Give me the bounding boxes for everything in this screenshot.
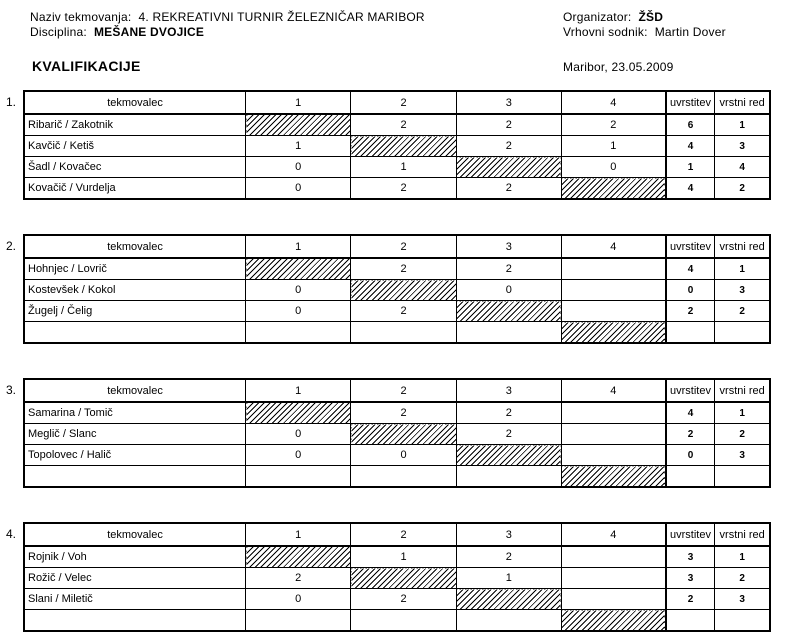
wins-cell: 0 <box>666 445 715 466</box>
wins-cell: 4 <box>666 136 715 157</box>
column-header-player: tekmovalec <box>24 235 246 258</box>
rank-cell <box>715 466 770 488</box>
rank-cell: 2 <box>715 424 770 445</box>
self-match-cell <box>246 402 351 424</box>
referee-line <box>563 25 726 39</box>
column-header-rank: vrstni red <box>715 379 770 402</box>
group-table <box>23 378 771 488</box>
rank-cell: 2 <box>715 568 770 589</box>
column-header-4: 4 <box>561 235 665 258</box>
rank-cell: 2 <box>715 301 770 322</box>
wins-cell: 1 <box>666 157 715 178</box>
rank-cell: 3 <box>715 445 770 466</box>
player-cell: Kostevšek / Kokol <box>24 280 246 301</box>
column-header-2: 2 <box>351 91 456 114</box>
wins-cell <box>666 466 715 488</box>
organizer-label: Organizator: <box>563 10 632 24</box>
column-header-wins: uvrstitev <box>666 379 715 402</box>
event-name-value: 4. REKREATIVNI TURNIR ŽELEZNIČAR MARIBOR <box>138 10 425 24</box>
score-cell: 1 <box>456 568 561 589</box>
table-row <box>24 546 770 568</box>
score-cell <box>561 445 665 466</box>
score-cell <box>561 424 665 445</box>
player-cell: Topolovec / Halič <box>24 445 246 466</box>
player-cell: Rožič / Velec <box>24 568 246 589</box>
self-match-cell <box>561 178 665 200</box>
score-cell: 2 <box>456 402 561 424</box>
discipline-value: MEŠANE DVOJICE <box>93 25 205 39</box>
column-header-4: 4 <box>561 91 665 114</box>
wins-cell: 3 <box>666 568 715 589</box>
score-cell: 2 <box>351 301 456 322</box>
column-header-rank: vrstni red <box>715 91 770 114</box>
group-number: 3. <box>6 383 17 397</box>
self-match-cell <box>351 280 456 301</box>
wins-cell: 3 <box>666 546 715 568</box>
score-cell <box>351 610 456 632</box>
player-cell: Kovačič / Vurdelja <box>24 178 246 200</box>
column-header-2: 2 <box>351 235 456 258</box>
column-header-player: tekmovalec <box>24 523 246 546</box>
group-number: 1. <box>6 95 17 109</box>
score-cell: 0 <box>246 178 351 200</box>
column-header-wins: uvrstitev <box>666 91 715 114</box>
rank-cell: 3 <box>715 589 770 610</box>
score-cell: 0 <box>246 280 351 301</box>
player-cell <box>24 466 246 488</box>
score-cell: 2 <box>456 114 561 136</box>
wins-cell: 4 <box>666 178 715 200</box>
score-cell: 1 <box>351 157 456 178</box>
score-cell <box>561 568 665 589</box>
player-cell: Meglič / Slanc <box>24 424 246 445</box>
wins-cell: 6 <box>666 114 715 136</box>
column-header-2: 2 <box>351 379 456 402</box>
rank-cell: 3 <box>715 136 770 157</box>
player-cell: Šadl / Kovačec <box>24 157 246 178</box>
group-table <box>23 90 771 200</box>
column-header-wins: uvrstitev <box>666 235 715 258</box>
score-cell <box>246 322 351 344</box>
score-cell <box>561 402 665 424</box>
table-row <box>24 322 770 344</box>
rank-cell: 1 <box>715 114 770 136</box>
organizer-line <box>563 10 663 24</box>
rank-cell <box>715 322 770 344</box>
group-number: 2. <box>6 239 17 253</box>
wins-cell <box>666 610 715 632</box>
column-header-3: 3 <box>456 523 561 546</box>
section-title: KVALIFIKACIJE <box>32 58 141 74</box>
score-cell: 1 <box>351 546 456 568</box>
group-table <box>23 522 771 632</box>
column-header-4: 4 <box>561 523 665 546</box>
organizer-value: ŽŠD <box>638 10 664 24</box>
column-header-4: 4 <box>561 379 665 402</box>
score-cell: 2 <box>456 178 561 200</box>
rank-cell: 1 <box>715 258 770 280</box>
player-cell: Kavčič / Ketiš <box>24 136 246 157</box>
self-match-cell <box>456 301 561 322</box>
score-cell <box>456 466 561 488</box>
score-cell: 0 <box>246 445 351 466</box>
self-match-cell <box>456 589 561 610</box>
table-header-row <box>24 523 770 546</box>
score-cell <box>351 322 456 344</box>
rank-cell: 4 <box>715 157 770 178</box>
wins-cell: 4 <box>666 258 715 280</box>
score-cell <box>561 258 665 280</box>
column-header-1: 1 <box>246 91 351 114</box>
rank-cell: 1 <box>715 546 770 568</box>
column-header-rank: vrstni red <box>715 235 770 258</box>
column-header-rank: vrstni red <box>715 523 770 546</box>
score-cell <box>456 610 561 632</box>
score-cell <box>351 466 456 488</box>
column-header-player: tekmovalec <box>24 91 246 114</box>
score-cell: 2 <box>561 114 665 136</box>
table-row <box>24 589 770 610</box>
score-cell <box>561 589 665 610</box>
player-cell: Slani / Miletič <box>24 589 246 610</box>
score-cell: 1 <box>246 136 351 157</box>
table-header-row <box>24 91 770 114</box>
score-cell: 2 <box>456 424 561 445</box>
score-cell <box>561 301 665 322</box>
table-row <box>24 136 770 157</box>
self-match-cell <box>246 258 351 280</box>
table-row <box>24 466 770 488</box>
wins-cell: 4 <box>666 402 715 424</box>
table-row <box>24 301 770 322</box>
referee-value: Martin Dover <box>654 25 726 39</box>
score-cell: 0 <box>246 589 351 610</box>
table-row <box>24 178 770 200</box>
player-cell <box>24 610 246 632</box>
self-match-cell <box>456 445 561 466</box>
column-header-1: 1 <box>246 235 351 258</box>
column-header-wins: uvrstitev <box>666 523 715 546</box>
score-cell <box>456 322 561 344</box>
wins-cell: 0 <box>666 280 715 301</box>
column-header-player: tekmovalec <box>24 379 246 402</box>
group-number: 4. <box>6 527 17 541</box>
rank-cell: 3 <box>715 280 770 301</box>
table-row <box>24 258 770 280</box>
score-cell: 2 <box>246 568 351 589</box>
player-cell: Samarina / Tomič <box>24 402 246 424</box>
group-table <box>23 234 771 344</box>
score-cell: 2 <box>351 114 456 136</box>
column-header-3: 3 <box>456 91 561 114</box>
column-header-3: 3 <box>456 379 561 402</box>
rank-cell: 1 <box>715 402 770 424</box>
self-match-cell <box>561 466 665 488</box>
score-cell: 0 <box>246 424 351 445</box>
player-cell: Rojnik / Voh <box>24 546 246 568</box>
score-cell: 2 <box>456 136 561 157</box>
wins-cell <box>666 322 715 344</box>
column-header-1: 1 <box>246 379 351 402</box>
table-header-row <box>24 379 770 402</box>
score-cell: 2 <box>351 178 456 200</box>
self-match-cell <box>351 136 456 157</box>
table-row <box>24 402 770 424</box>
table-row <box>24 445 770 466</box>
score-cell: 0 <box>351 445 456 466</box>
player-cell: Ribarič / Zakotnik <box>24 114 246 136</box>
event-name-line <box>30 10 425 24</box>
table-header-row <box>24 235 770 258</box>
event-name-label: Naziv tekmovanja: <box>30 10 132 24</box>
self-match-cell <box>561 322 665 344</box>
score-cell: 0 <box>456 280 561 301</box>
score-cell <box>561 546 665 568</box>
score-cell: 2 <box>351 589 456 610</box>
table-row <box>24 568 770 589</box>
wins-cell: 2 <box>666 424 715 445</box>
score-cell <box>246 610 351 632</box>
table-row <box>24 114 770 136</box>
rank-cell <box>715 610 770 632</box>
wins-cell: 2 <box>666 301 715 322</box>
place-date: Maribor, 23.05.2009 <box>563 60 674 74</box>
table-row <box>24 610 770 632</box>
score-cell: 0 <box>561 157 665 178</box>
wins-cell: 2 <box>666 589 715 610</box>
column-header-2: 2 <box>351 523 456 546</box>
self-match-cell <box>561 610 665 632</box>
player-cell: Žugelj / Čelig <box>24 301 246 322</box>
score-cell: 2 <box>456 258 561 280</box>
score-cell: 1 <box>561 136 665 157</box>
self-match-cell <box>246 546 351 568</box>
discipline-line <box>30 25 204 39</box>
discipline-label: Disciplina: <box>30 25 87 39</box>
score-cell: 2 <box>351 258 456 280</box>
score-cell <box>246 466 351 488</box>
self-match-cell <box>351 568 456 589</box>
referee-label: Vrhovni sodnik: <box>563 25 648 39</box>
score-cell <box>561 280 665 301</box>
score-cell: 2 <box>351 402 456 424</box>
column-header-1: 1 <box>246 523 351 546</box>
score-cell: 0 <box>246 157 351 178</box>
self-match-cell <box>246 114 351 136</box>
table-row <box>24 280 770 301</box>
table-row <box>24 424 770 445</box>
table-row <box>24 157 770 178</box>
self-match-cell <box>456 157 561 178</box>
rank-cell: 2 <box>715 178 770 200</box>
score-cell: 0 <box>246 301 351 322</box>
player-cell <box>24 322 246 344</box>
column-header-3: 3 <box>456 235 561 258</box>
self-match-cell <box>351 424 456 445</box>
score-cell: 2 <box>456 546 561 568</box>
player-cell: Hohnjec / Lovrič <box>24 258 246 280</box>
